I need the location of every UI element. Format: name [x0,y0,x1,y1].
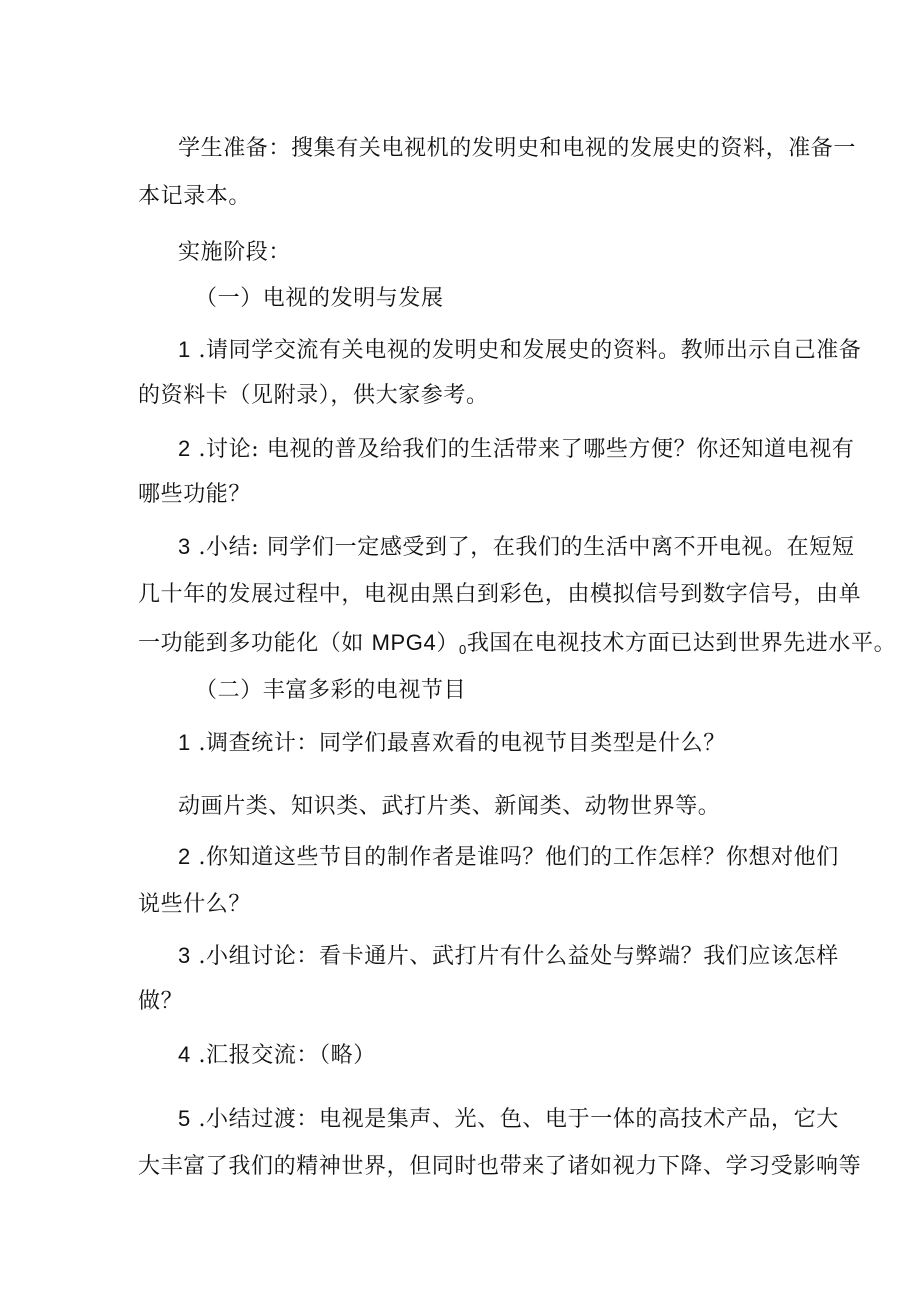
section-1-item-2-line-2: 哪些功能？ [138,482,252,507]
item-text-latin: MPG4） [371,630,459,655]
item-text: .小结过渡：电视是集声、光、色、电于一体的高技术产品，它大 [198,1107,839,1132]
section-1-item-1-line-2: 的资料卡（见附录），供大家参考。 [138,383,489,408]
item-text-part: 一功能到多功能化（如 [138,631,372,656]
item-text: .小结: 同学们一定感受到了，在我们的生活中离不开电视。在短短 [198,535,855,560]
item-text-part: 我国在电视技术方面已达到世界先进水平。 [466,631,897,656]
section-2-item-2-line-1 [178,842,839,873]
section-1-item-2-line-1 [178,434,854,465]
section-1-item-3-line-3 [138,628,896,665]
prep-line-2: 本记录本。 [138,184,252,209]
section-1-item-3-line-1 [178,532,854,563]
item-number: 3 [178,943,191,968]
item-text: .汇报交流：（略） [198,1043,376,1068]
section-1-title: （一）电视的发明与发展 [195,286,444,311]
section-1-item-3-line-2: 几十年的发展过程中，电视由黑白到彩色，由模拟信号到数字信号，由单 [138,582,862,607]
section-2-item-3-line-1 [178,941,839,972]
item-text-subscript: 0 [458,642,467,657]
item-number: 1 [178,730,191,755]
item-text: .请同学交流有关电视的发明史和发展史的资料。教师出示自己准备 [198,338,862,363]
item-number: 4 [178,1042,191,1067]
stage-title: 实施阶段： [178,240,292,265]
item-text: .你知道这些节目的制作者是谁吗？他们的工作怎样？你想对他们 [198,845,839,870]
item-number: 2 [178,436,191,461]
section-2-item-5-line-1 [178,1104,839,1135]
section-2-item-2-line-2: 说些什么？ [138,892,252,917]
section-2-answer: 动画片类、知识类、武打片类、新闻类、动物世界等。 [178,794,721,819]
section-2-title: （二）丰富多彩的电视节目 [195,678,467,703]
section-2-item-1-line-1 [178,728,726,759]
section-2-item-4-line-1 [178,1040,376,1071]
section-2-item-5-line-2: 大丰富了我们的精神世界，但同时也带来了诸如视力下降、学习受影响等 [138,1154,862,1179]
prep-line-1: 学生准备：搜集有关电视机的发明史和电视的发展史的资料，准备一 [178,136,857,161]
item-number: 1 [178,337,191,362]
item-number: 3 [178,534,191,559]
item-text: .小组讨论：看卡通片、武打片有什么益处与弊端？我们应该怎样 [198,944,839,969]
section-2-item-3-line-2: 做？ [138,989,184,1014]
section-1-item-1-line-1 [178,335,861,366]
item-text: .讨论: 电视的普及给我们的生活带来了哪些方便？你还知道电视有 [198,437,855,462]
item-number: 5 [178,1106,191,1131]
item-text: .调查统计：同学们最喜欢看的电视节目类型是什么？ [198,731,726,756]
item-number: 2 [178,844,191,869]
